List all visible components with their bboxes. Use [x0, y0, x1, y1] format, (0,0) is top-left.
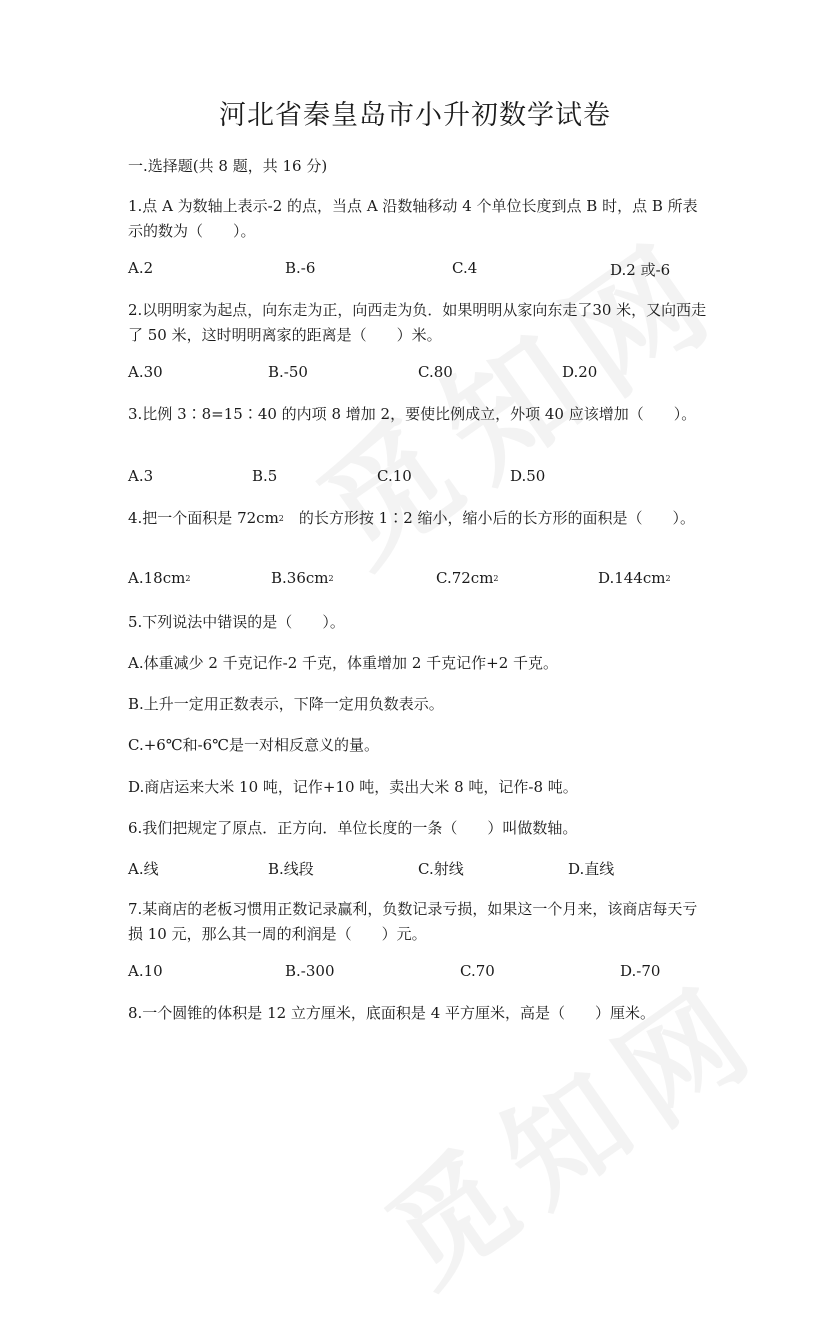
question-3-option-d[interactable]: D.50 — [510, 467, 546, 485]
section-heading: 一.选择题(共 8 题，共 16 分) — [128, 157, 328, 175]
question-4-option-c[interactable]: $C.72cm^2$ — [436, 569, 499, 587]
question-4-text-start: 4.把一个面积是 72cm — [128, 509, 279, 527]
question-5-option-b[interactable]: B.上升一定用正数表示，下降一定用负数表示。 — [128, 695, 444, 713]
question-3-option-c[interactable]: C.10 — [377, 467, 412, 485]
question-1-option-b[interactable]: B.-6 — [285, 259, 316, 277]
question-5-option-d[interactable]: D.商店运来大米 10 吨，记作+10 吨，卖出大米 8 吨，记作-8 吨。 — [128, 778, 578, 796]
question-7-option-d[interactable]: D.-70 — [620, 962, 661, 980]
question-4-option-b[interactable]: $B.36cm^2$ — [271, 569, 334, 587]
question-5: 5.下列说法中错误的是（ ）。 — [128, 613, 345, 631]
question-2: 2.以明明家为起点，向东走为正，向西走为负．如果明明从家向东走了30 米，又向西走了 50 米，这时明明离家的距离是（ ）米。 — [128, 301, 707, 344]
question-1-option-c[interactable]: C.4 — [452, 259, 478, 277]
question-1-option-d[interactable]: D.2 或-6 — [610, 261, 671, 279]
question-2-option-b[interactable]: B.-50 — [268, 363, 308, 381]
question-3-option-a[interactable]: A.3 — [128, 467, 154, 485]
question-2-option-a[interactable]: A.30 — [128, 363, 163, 381]
question-5-option-c[interactable]: C.+6℃和-6℃是一对相反意义的量。 — [128, 736, 379, 754]
question-7-option-a[interactable]: A.10 — [128, 962, 163, 980]
question-3-option-b[interactable]: B.5 — [252, 467, 278, 485]
question-7-option-b[interactable]: B.-300 — [285, 962, 335, 980]
question-5-option-a[interactable]: A.体重减少 2 千克记作-2 千克，体重增加 2 千克记作+2 千克。 — [128, 654, 559, 672]
question-6: 6.我们把规定了原点．正方向．单位长度的一条（ ）叫做数轴。 — [128, 819, 578, 837]
question-1-option-a[interactable]: A.2 — [128, 259, 154, 277]
question-4-option-d[interactable]: $D.144cm^2$ — [598, 569, 671, 587]
question-2-option-c[interactable]: C.80 — [418, 363, 453, 381]
page-title: 河北省秦皇岛市小升初数学试卷 — [219, 100, 611, 131]
question-7-option-c[interactable]: C.70 — [460, 962, 495, 980]
question-3: 3.比例 3∶8=15∶40 的内项 8 增加 2，要使比例成立，外项 40 应该增加（ ）。 — [128, 405, 697, 423]
question-4 — [128, 506, 708, 533]
question-2-option-d[interactable]: D.20 — [562, 363, 598, 381]
question-6-option-a[interactable]: A.线 — [128, 860, 159, 878]
question-6-option-d[interactable]: D.直线 — [568, 860, 615, 878]
question-6-option-c[interactable]: C.射线 — [418, 860, 464, 878]
question-7: 7.某商店的老板习惯用正数记录赢利，负数记录亏损，如果这一个月来，该商店每天亏损 10 元，那么其一周的利润是（ ）元。 — [128, 900, 698, 943]
question-4-text-end: 的长方形按 1∶2 缩小，缩小后的长方形的面积是（ ）。 — [283, 509, 696, 527]
question-1: 1.点 A 为数轴上表示-2 的点，当点 A 沿数轴移动 4 个单位长度到点 B 时，点 B 所表示的数为（ ）。 — [128, 197, 698, 240]
question-8: 8.一个圆锥的体积是 12 立方厘米，底面积是 4 平方厘米，高是（ ）厘米。 — [128, 1004, 656, 1022]
superscript: 2 — [278, 514, 284, 523]
question-6-option-b[interactable]: B.线段 — [268, 860, 314, 878]
question-4-option-a[interactable]: $A.18cm^2$ — [128, 569, 191, 587]
watermark — [349, 935, 792, 1317]
watermark — [277, 188, 753, 599]
